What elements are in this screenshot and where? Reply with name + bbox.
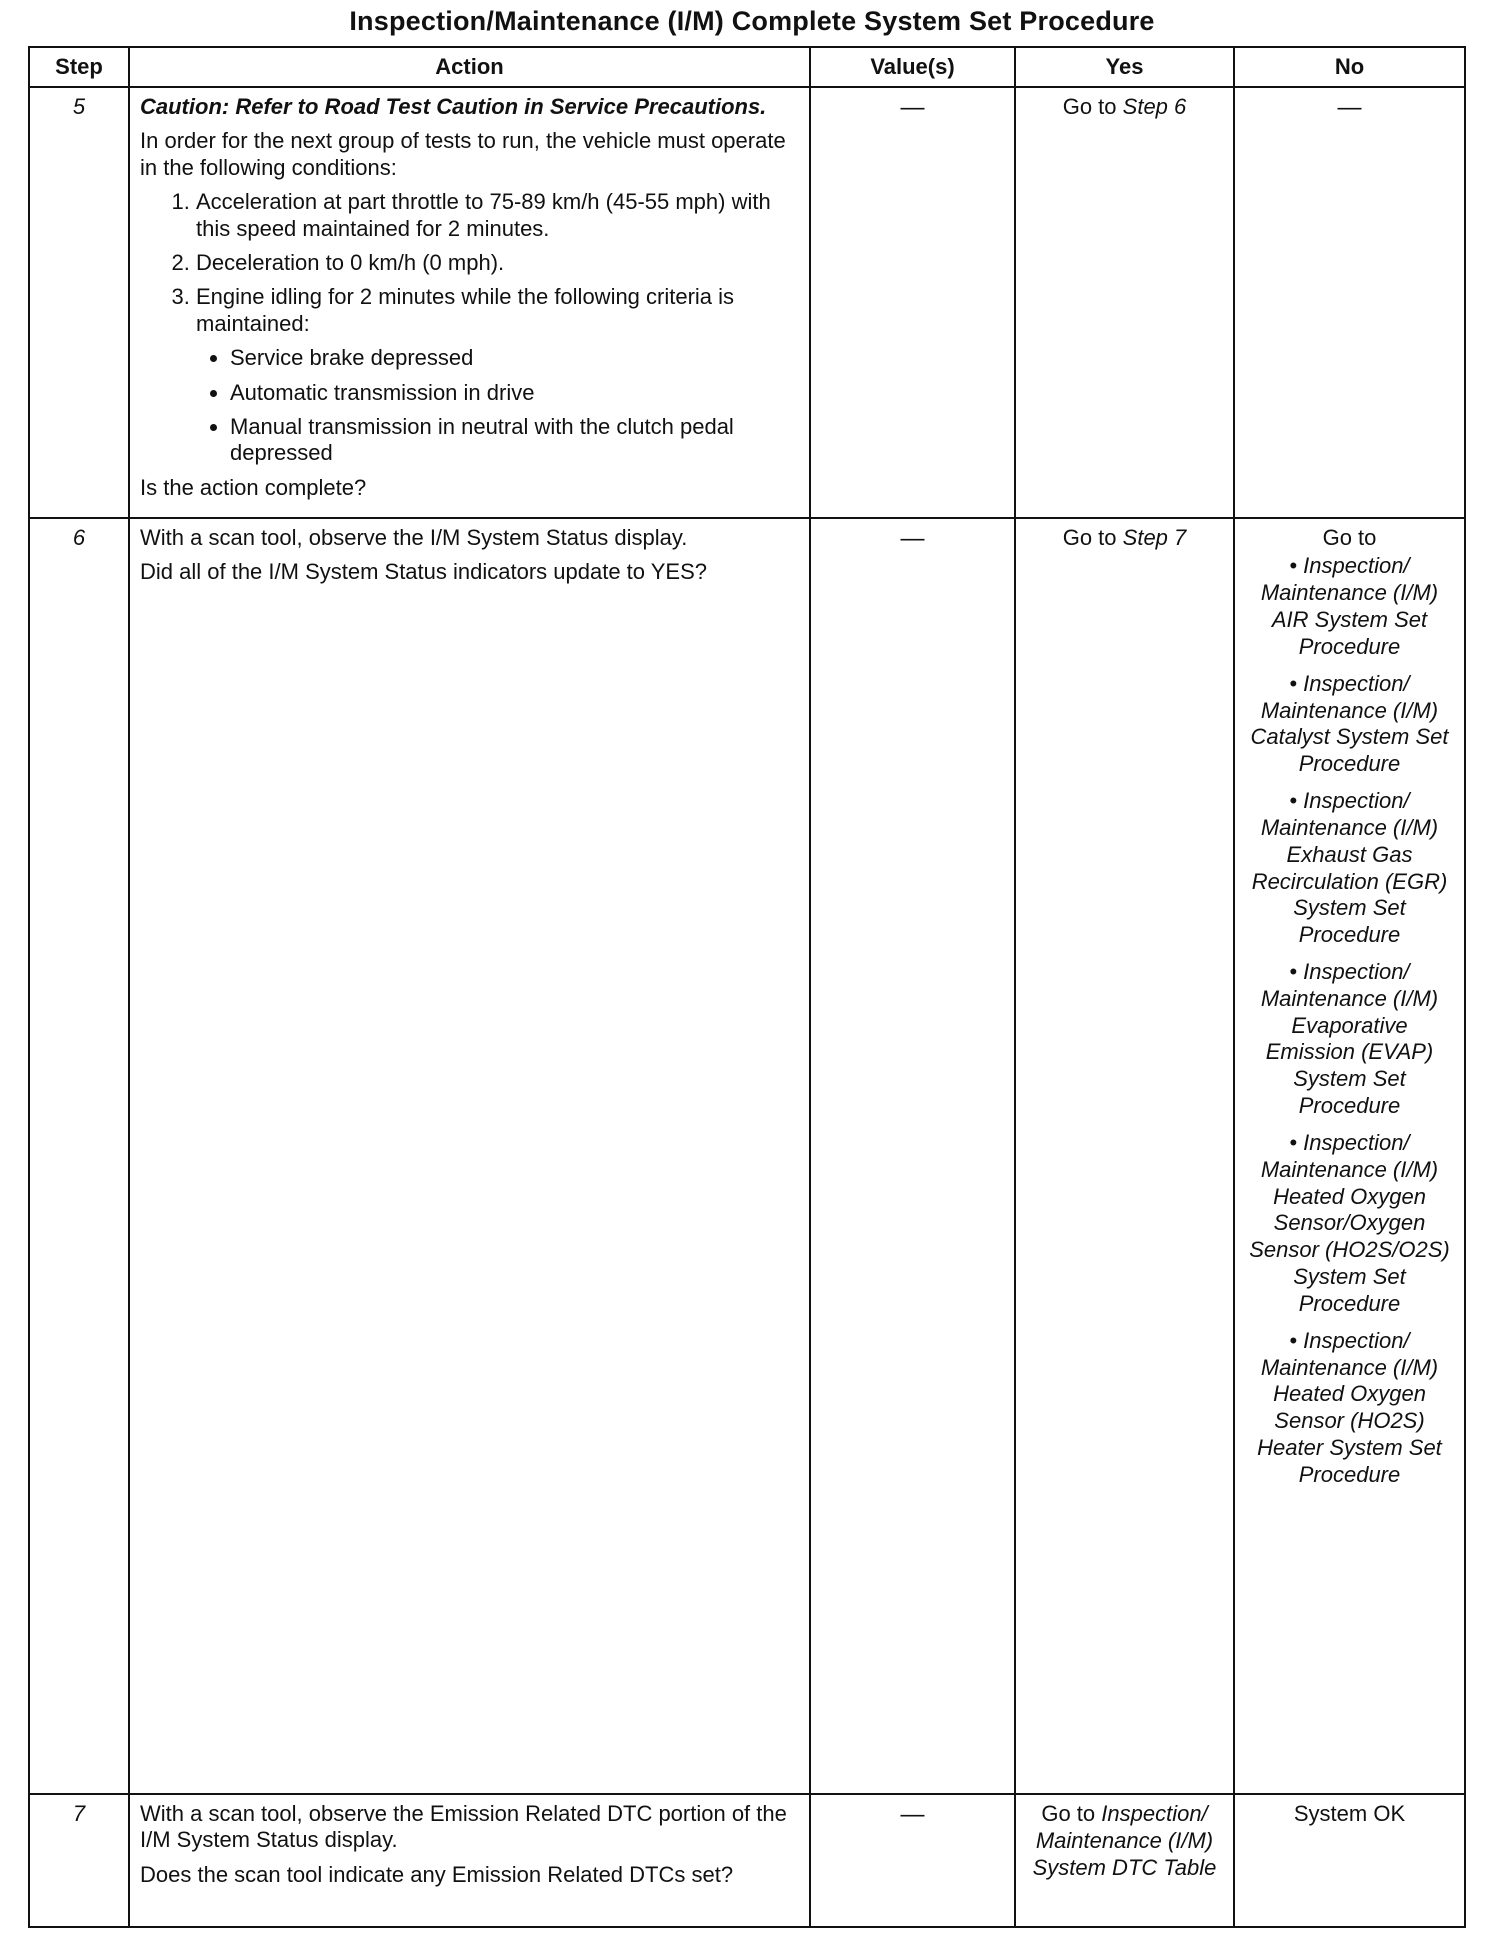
procedure-link-text: Inspection/ Maintenance (I/M) AIR System Set Procedure (1260, 553, 1439, 659)
bullet-icon: • (1289, 1129, 1298, 1155)
value-cell: — (810, 87, 1015, 518)
condition-item-text: Engine idling for 2 minutes while the following criteria is maintained: (196, 284, 735, 336)
yes-cell (1015, 518, 1234, 1794)
no-cell: System OK (1234, 1794, 1465, 1927)
page-title: Inspection/Maintenance (I/M) Complete System Set Procedure (349, 6, 1155, 36)
action-cell (129, 518, 810, 1794)
no-cell: — (1234, 87, 1465, 518)
step-number: 5 (29, 87, 129, 518)
procedure-link-catalyst[interactable] (1245, 671, 1454, 778)
yes-goto-label: Go to (1041, 1801, 1096, 1826)
yes-goto-label: Go to (1062, 94, 1117, 119)
procedure-link-egr[interactable] (1245, 788, 1454, 949)
procedure-link-text: Inspection/ Maintenance (I/M) Catalyst System Set Procedure (1250, 670, 1449, 777)
header-row (29, 47, 1465, 87)
value-cell: — (810, 1794, 1015, 1927)
criteria-list (196, 345, 799, 467)
condition-item: 1. Acceleration at part throttle to 75-89 km/h (45-55 mph) with this speed maintained for 2 minutes. (196, 189, 799, 242)
yes-dtc-table-link[interactable]: Inspection/ Maintenance (I/M) System DTC Table (1032, 1801, 1217, 1880)
yes-goto-label: Go to (1062, 525, 1117, 550)
bullet-icon: • (1289, 1327, 1298, 1353)
action-question: Does the scan tool indicate any Emission Related DTCs set? (140, 1861, 734, 1887)
condition-item: 2. Deceleration to 0 km/h (0 mph). (196, 250, 799, 276)
no-cell (1234, 518, 1465, 1794)
procedure-link-ho2s-o2s[interactable] (1245, 1130, 1454, 1318)
action-cell (129, 87, 810, 518)
procedure-link-evap[interactable] (1245, 959, 1454, 1120)
no-procedure-list (1245, 553, 1454, 1488)
step-number: 7 (29, 1794, 129, 1927)
criteria-item: • Service brake depressed (230, 345, 799, 371)
procedure-link-text: Inspection/ Maintenance (I/M) Heated Oxygen Sensor/Oxygen Sensor (HO2S/O2S) System Set Procedure (1249, 1129, 1450, 1316)
step-number: 6 (29, 518, 129, 1794)
bullet-icon: • (1289, 670, 1298, 696)
yes-goto-block (1026, 1801, 1223, 1881)
yes-cell (1015, 87, 1234, 518)
procedure-link-air[interactable] (1245, 553, 1454, 660)
caution-text: Caution: Refer to Road Test Caution in Service Precautions. (140, 94, 767, 119)
procedure-link-text: Inspection/ Maintenance (I/M) Exhaust Gas Recirculation (EGR) System Set Procedure (1251, 788, 1448, 948)
header-no: No (1234, 47, 1465, 87)
action-instruction: With a scan tool, observe the Emission Related DTC portion of the I/M System Status display. (140, 1801, 787, 1853)
value-cell: — (810, 518, 1015, 1794)
criteria-item: • Automatic transmission in drive (230, 380, 799, 406)
bullet-icon: • (1289, 553, 1298, 579)
header-yes: Yes (1015, 47, 1234, 87)
yes-step-link[interactable]: Step 6 (1122, 94, 1187, 119)
no-goto-label: Go to (1322, 525, 1377, 550)
header-step: Step (29, 47, 129, 87)
criteria-item: • Manual transmission in neutral with the clutch pedal depressed (230, 414, 799, 467)
header-action: Action (129, 47, 810, 87)
bullet-icon: • (1289, 958, 1298, 984)
procedure-table (28, 46, 1466, 1928)
condition-list (140, 189, 799, 467)
bullet-icon: • (1289, 788, 1298, 814)
action-question: Is the action complete? (140, 474, 367, 500)
action-question: Did all of the I/M System Status indicators update to YES? (140, 559, 707, 585)
procedure-link-text: Inspection/ Maintenance (I/M) Evaporative Emission (EVAP) System Set Procedure (1260, 958, 1439, 1119)
table-row-step-5 (29, 87, 1465, 518)
action-cell (129, 1794, 810, 1927)
action-instruction: With a scan tool, observe the I/M System Status display. (140, 525, 688, 550)
condition-item (196, 284, 799, 466)
action-intro: In order for the next group of tests to run, the vehicle must operate in the following conditions: (140, 128, 786, 180)
yes-cell (1015, 1794, 1234, 1927)
procedure-link-text: Inspection/ Maintenance (I/M) Heated Oxygen Sensor (HO2S) Heater System Set Procedure (1257, 1327, 1442, 1487)
yes-step-link[interactable]: Step 7 (1122, 525, 1187, 550)
header-values: Value(s) (810, 47, 1015, 87)
procedure-link-ho2s-heater[interactable] (1245, 1328, 1454, 1489)
table-row-step-6 (29, 518, 1465, 1794)
table-row-step-7 (29, 1794, 1465, 1927)
